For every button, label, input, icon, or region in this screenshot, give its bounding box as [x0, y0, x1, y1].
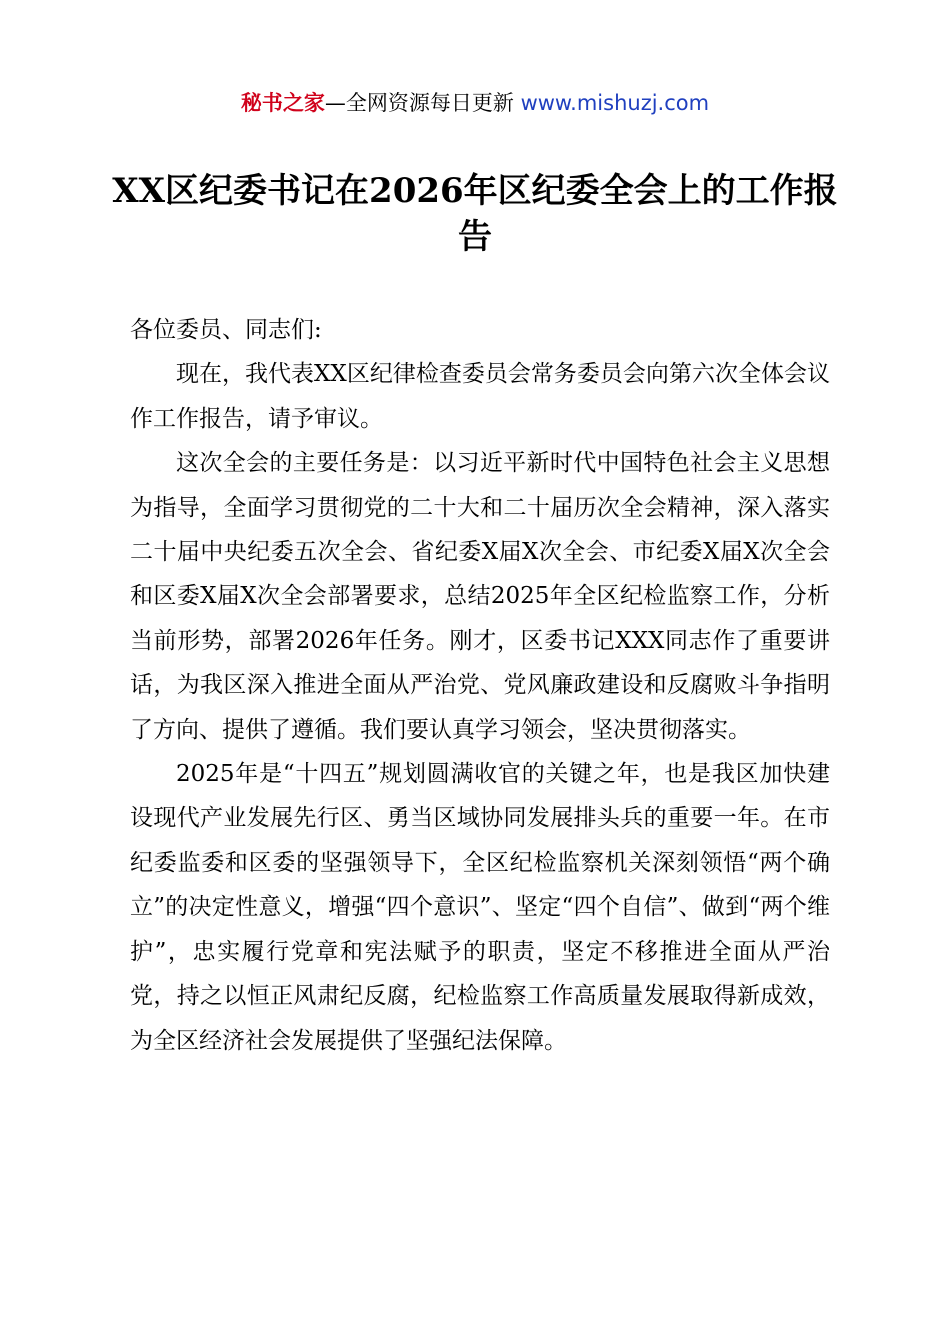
site-url-link[interactable]: www.mishuzj.com: [520, 91, 710, 115]
site-header: [0, 88, 950, 118]
paragraph: 现在，我代表XX区纪律检查委员会常务委员会向第六次全体会议作工作报告，请予审议。: [130, 361, 830, 432]
brand-name: 秘书之家: [240, 91, 325, 115]
paragraph: 这次全会的主要任务是：以习近平新时代中国特色社会主义思想为指导，全面学习贯彻党的二十大和二十届历次全会精神，深入落实二十届中央纪委五次全会、省纪委X届X次全会、市纪委X届X次全会和区委X届X次全会部署要求，总结2025年全区纪检监察工作，分析当前形势，部署2026年任务。刚才，区委书记XXX同志作了重要讲话，为我区深入推进全面从严治党、党风廉政建设和反腐败斗争指明了方向、提供了遵循。我们要认真学习领会，坚决贯彻落实。: [130, 450, 830, 743]
paragraph: 2025年是“十四五”规划圆满收官的关键之年，也是我区加快建设现代产业发展先行区、勇当区域协同发展排头兵的重要一年。在市纪委监委和区委的坚强领导下，全区纪检监察机关深刻领悟“两个确立”的决定性意义，增强“四个意识”、坚定“四个自信”、做到“两个维护”，忠实履行党章和宪法赋予的职责，坚定不移推进全面从严治党，持之以恒正风肃纪反腐，纪检监察工作高质量发展取得新成效，为全区经济社会发展提供了坚强纪法保障。: [130, 761, 830, 1054]
document-title: XX区纪委书记在2026年区纪委全会上的工作报告: [112, 171, 838, 257]
header-tagline: —全网资源每日更新: [324, 91, 514, 115]
document-body: [130, 308, 830, 1063]
salutation: 各位委员、同志们:: [130, 317, 322, 343]
